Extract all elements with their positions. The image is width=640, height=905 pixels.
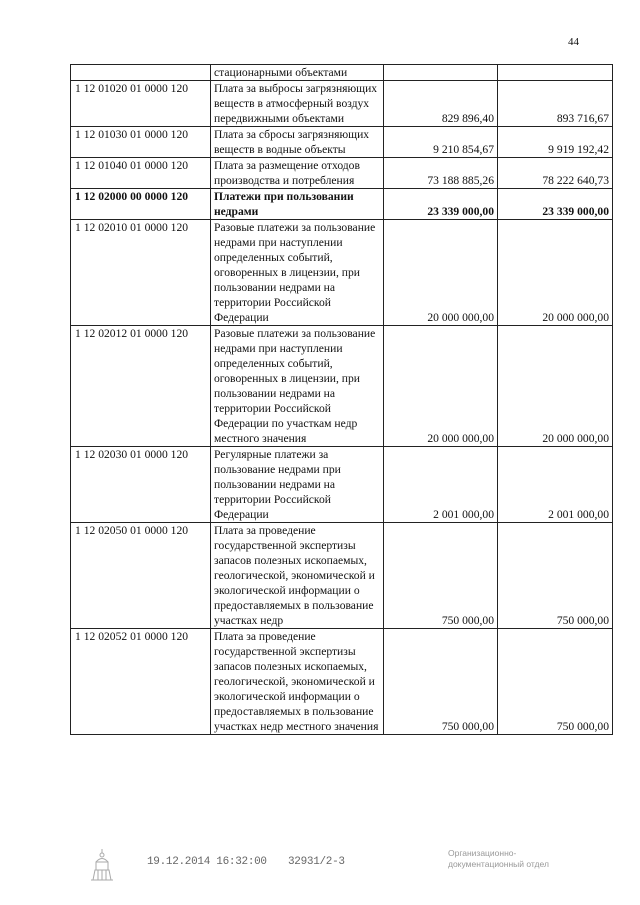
table-row xyxy=(71,81,613,127)
row-name: Регулярные платежи за пользование недрами при пользовании недрами на территории Российской Федерации xyxy=(211,447,384,523)
table-row xyxy=(71,158,613,189)
page-footer xyxy=(0,846,640,886)
table-row xyxy=(71,220,613,326)
row-value-2: 750 000,00 xyxy=(498,523,613,629)
row-name: стационарными объектами xyxy=(211,65,384,81)
table-row xyxy=(71,127,613,158)
row-code: 1 12 01030 01 0000 120 xyxy=(71,127,211,158)
row-value-2: 20 000 000,00 xyxy=(498,326,613,447)
row-value-1: 829 896,40 xyxy=(384,81,498,127)
row-value-2: 2 001 000,00 xyxy=(498,447,613,523)
row-value-1: 20 000 000,00 xyxy=(384,326,498,447)
department-stamp-line: Организационно- xyxy=(448,848,517,858)
department-stamp xyxy=(448,848,549,870)
row-name: Плата за сбросы загрязняющих веществ в водные объекты xyxy=(211,127,384,158)
row-name: Разовые платежи за пользование недрами при наступлении определенных событий, оговоренных в лицензии, при пользовании недрами на территории Российской Федерации xyxy=(211,220,384,326)
table-row xyxy=(71,523,613,629)
row-value-1: 750 000,00 xyxy=(384,629,498,735)
row-value-2: 750 000,00 xyxy=(498,629,613,735)
emblem-icon xyxy=(88,846,116,884)
row-value-1: 73 188 885,26 xyxy=(384,158,498,189)
row-code: 1 12 02050 01 0000 120 xyxy=(71,523,211,629)
row-name: Разовые платежи за пользование недрами при наступлении определенных событий, оговоренных в лицензии, при пользовании недрами на территории Российской Федерации по участкам недр местного значения xyxy=(211,326,384,447)
row-code: 1 12 02010 01 0000 120 xyxy=(71,220,211,326)
row-code: 1 12 02030 01 0000 120 xyxy=(71,447,211,523)
row-value-1: 750 000,00 xyxy=(384,523,498,629)
row-value-2: 78 222 640,73 xyxy=(498,158,613,189)
department-stamp-line: документационный отдел xyxy=(448,859,549,869)
row-code: 1 12 02000 00 0000 120 xyxy=(71,189,211,220)
footer-document-number: 32931/2-3 xyxy=(288,856,345,868)
table-row xyxy=(71,65,613,81)
row-value-1: 9 210 854,67 xyxy=(384,127,498,158)
row-code: 1 12 01040 01 0000 120 xyxy=(71,158,211,189)
row-value-2: 893 716,67 xyxy=(498,81,613,127)
row-code xyxy=(71,65,211,81)
row-value-1 xyxy=(384,65,498,81)
row-value-1: 20 000 000,00 xyxy=(384,220,498,326)
row-name: Плата за проведение государственной экспертизы запасов полезных ископаемых, геологической, экономической и экологической информации о предоставляемых в пользование участках недр местного значения xyxy=(211,629,384,735)
page-number: 44 xyxy=(568,36,579,48)
row-value-1: 2 001 000,00 xyxy=(384,447,498,523)
row-code: 1 12 02052 01 0000 120 xyxy=(71,629,211,735)
row-name: Плата за проведение государственной экспертизы запасов полезных ископаемых, геологической, экономической и экологической информации о предоставляемых в пользование участках недр xyxy=(211,523,384,629)
row-code: 1 12 01020 01 0000 120 xyxy=(71,81,211,127)
table-row-total xyxy=(71,189,613,220)
row-value-2 xyxy=(498,65,613,81)
row-value-2: 23 339 000,00 xyxy=(498,189,613,220)
row-code: 1 12 02012 01 0000 120 xyxy=(71,326,211,447)
row-name: Плата за размещение отходов производства и потребления xyxy=(211,158,384,189)
row-value-2: 9 919 192,42 xyxy=(498,127,613,158)
footer-timestamp: 19.12.2014 16:32:00 xyxy=(147,856,267,868)
row-value-1: 23 339 000,00 xyxy=(384,189,498,220)
row-value-2: 20 000 000,00 xyxy=(498,220,613,326)
row-name: Плата за выбросы загрязняющих веществ в атмосферный воздух передвижными объектами xyxy=(211,81,384,127)
table-row xyxy=(71,447,613,523)
row-name: Платежи при пользовании недрами xyxy=(211,189,384,220)
table-row xyxy=(71,326,613,447)
table-row xyxy=(71,629,613,735)
budget-table xyxy=(70,64,613,735)
